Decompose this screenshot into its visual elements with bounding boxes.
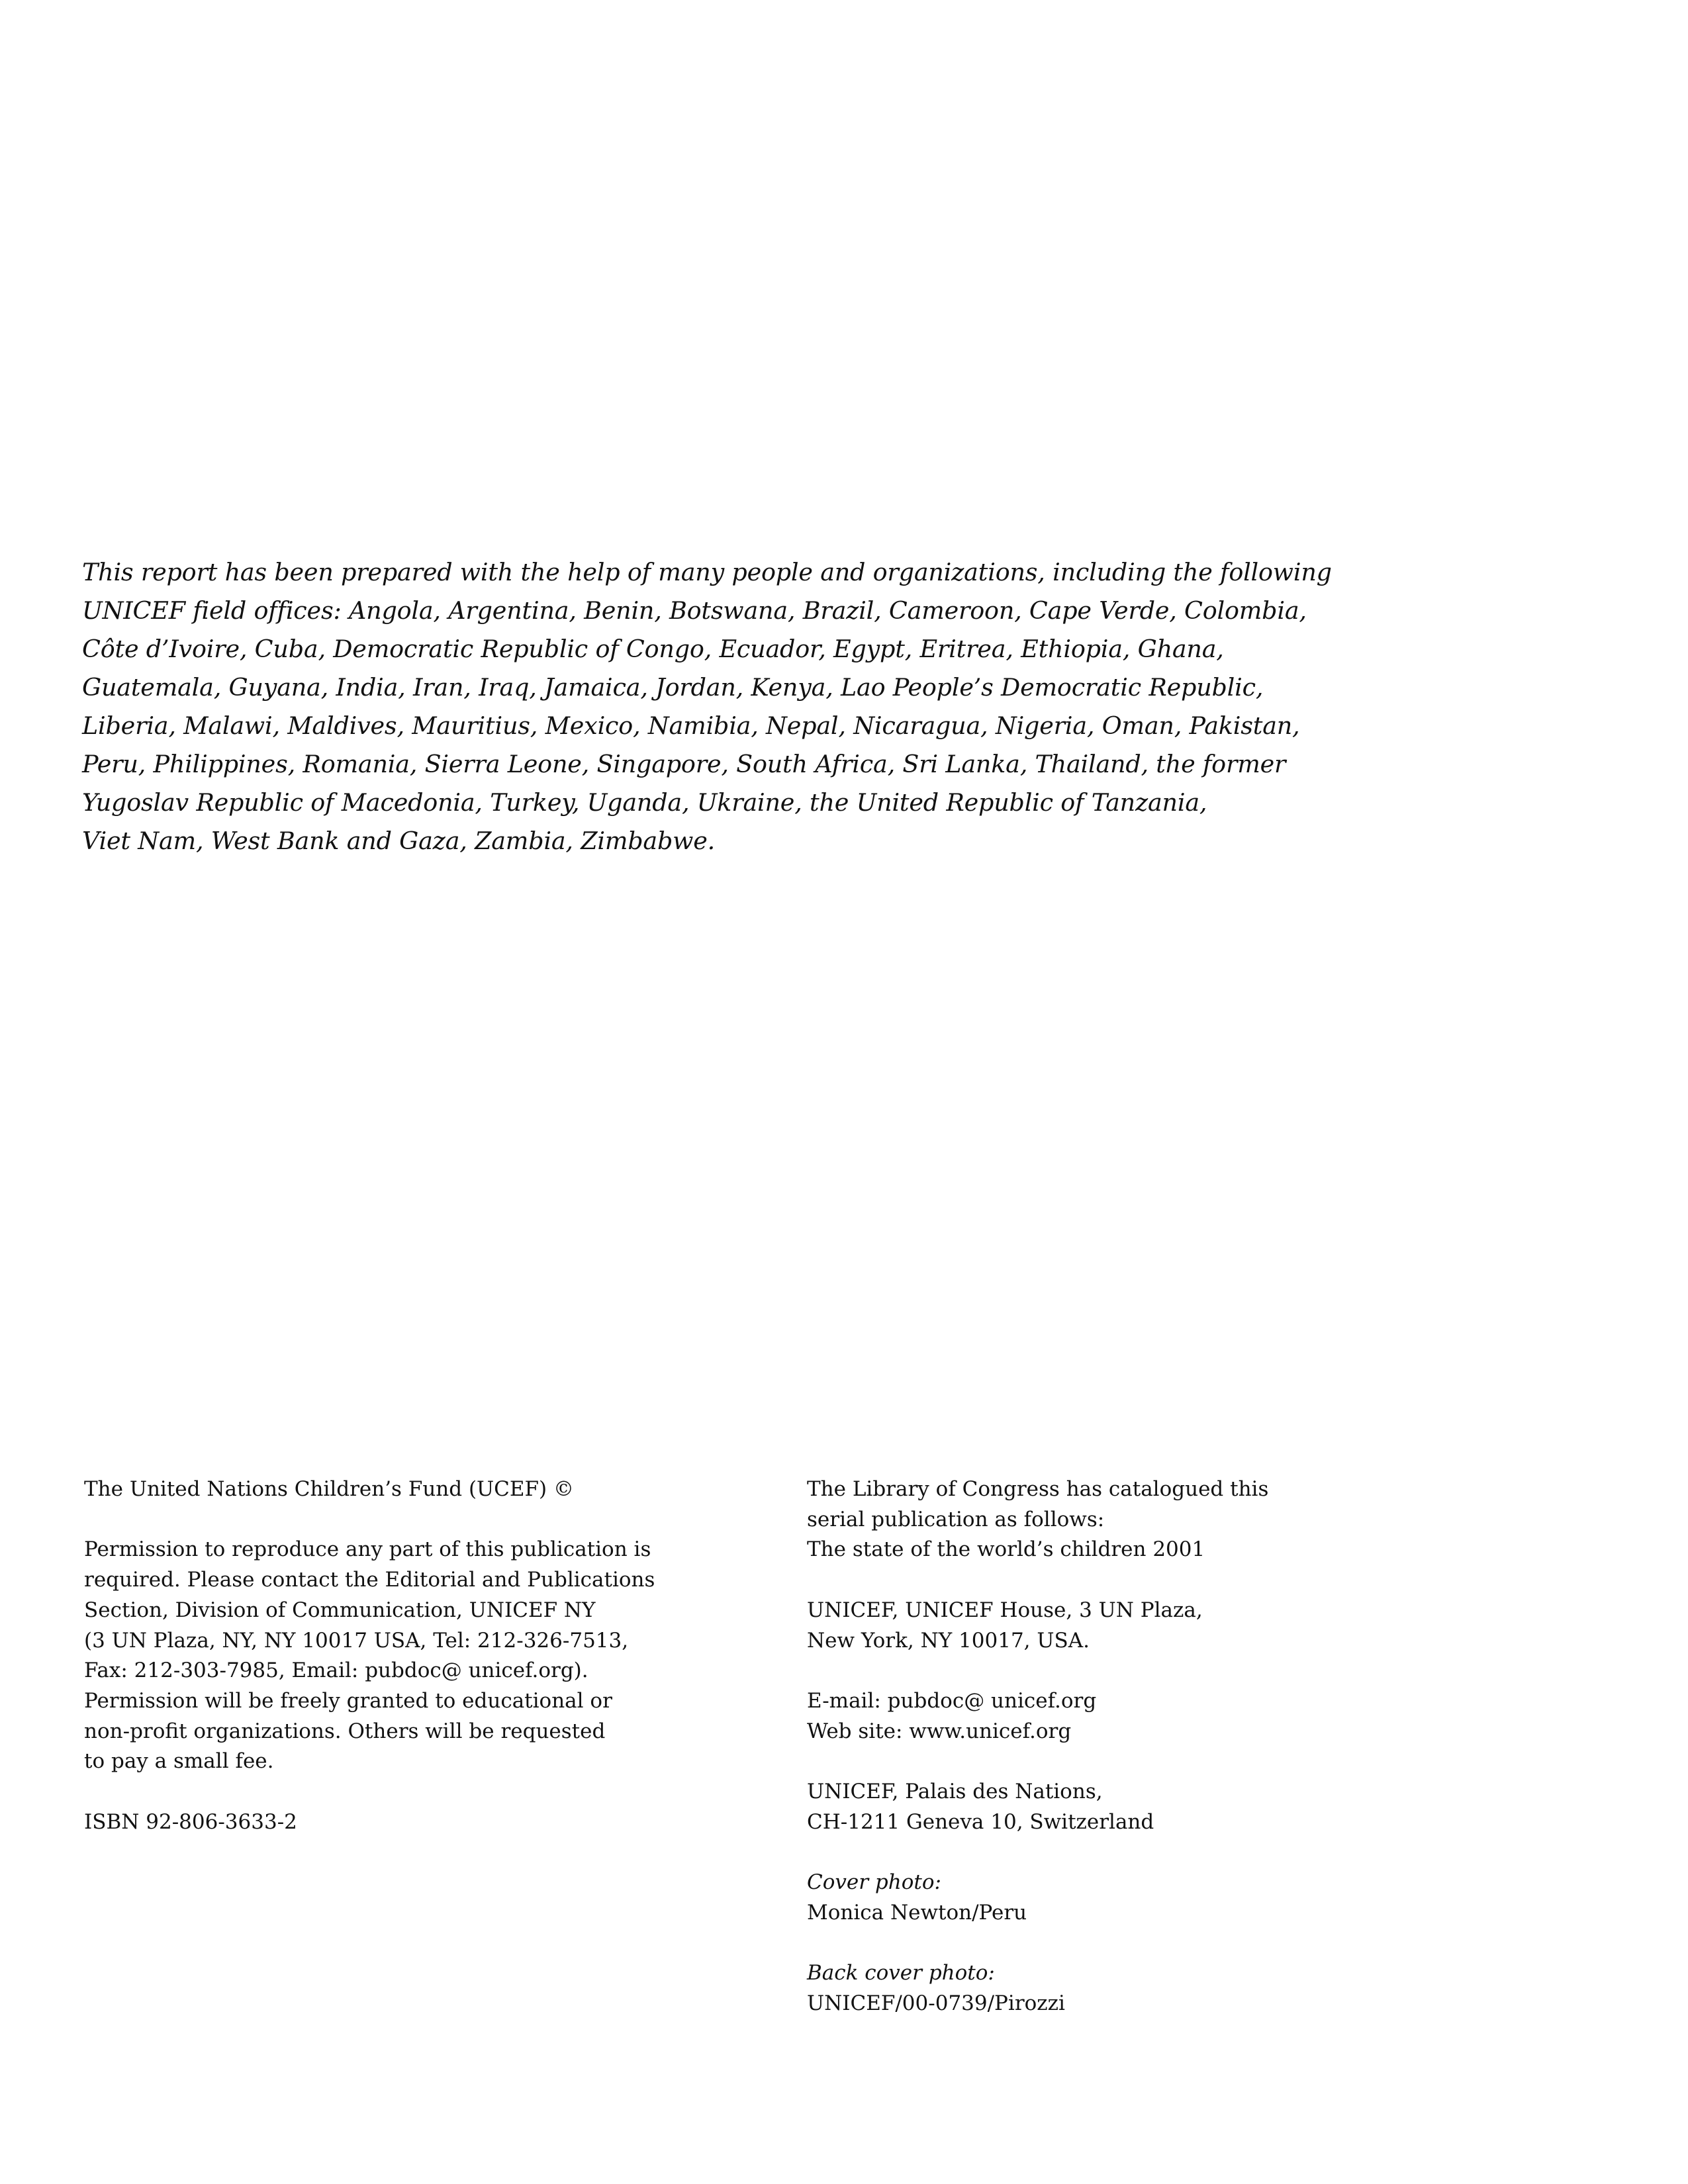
permission-line: Fax: 212-303-7985, Email: pubdoc@ unicef.org). (84, 1659, 588, 1683)
catalogue-paragraph (807, 1475, 1469, 1565)
permission-line: Permission to reproduce any part of this publication is (84, 1537, 651, 1562)
copyright-column (84, 1475, 746, 1868)
address-line: UNICEF, Palais des Nations, (807, 1779, 1103, 1803)
permission-paragraph (84, 1535, 746, 1777)
isbn-line: ISBN 92-806-3633-2 (84, 1809, 297, 1834)
acknowledgement-line: Viet Nam, West Bank and Gaza, Zambia, Zimbabwe. (82, 827, 715, 855)
catalogue-line: The state of the world’s children 2001 (807, 1537, 1205, 1562)
permission-line: Permission will be freely granted to educational or (84, 1688, 612, 1713)
acknowledgement-line: Liberia, Malawi, Maldives, Mauritius, Mexico, Namibia, Nepal, Nicaragua, Nigeria, Oman, Pakistan, (82, 711, 1300, 740)
cover-photo-label: Cover photo: (807, 1870, 941, 1895)
permission-line: to pay a small fee. (84, 1749, 274, 1774)
email-line: E-mail: pubdoc@ unicef.org (807, 1688, 1097, 1713)
publication-info-column (807, 1475, 1469, 2049)
address-line: CH-1211 Geneva 10, Switzerland (807, 1809, 1154, 1834)
geneva-address (807, 1777, 1469, 1837)
back-cover-photo-credit-text: UNICEF/00-0739/Pirozzi (807, 1991, 1065, 2015)
new-york-address (807, 1596, 1469, 1656)
back-cover-photo-label: Back cover photo: (807, 1961, 995, 1985)
isbn (84, 1807, 746, 1838)
address-line: UNICEF, UNICEF House, 3 UN Plaza, (807, 1598, 1203, 1622)
address-line: New York, NY 10017, USA. (807, 1628, 1090, 1653)
catalogue-line: serial publication as follows: (807, 1507, 1105, 1531)
acknowledgement-line: Peru, Philippines, Romania, Sierra Leone, Singapore, South Africa, Sri Lanka, Thailand, the former (82, 750, 1286, 778)
acknowledgement-line: Côte d’Ivoire, Cuba, Democratic Republic of Congo, Ecuador, Egypt, Eritrea, Ethiopia, Ghana, (82, 635, 1224, 663)
copyright-notice (84, 1475, 746, 1505)
catalogue-line: The Library of Congress has catalogued this (807, 1477, 1269, 1501)
permission-line: Section, Division of Communication, UNICEF NY (84, 1598, 596, 1622)
permission-line: (3 UN Plaza, NY, NY 10017 USA, Tel: 212-326-7513, (84, 1628, 629, 1653)
acknowledgement-paragraph (82, 553, 1332, 860)
cover-photo-credit-text: Monica Newton/Peru (807, 1900, 1027, 1925)
acknowledgement-line: Yugoslav Republic of Macedonia, Turkey, Uganda, Ukraine, the United Republic of Tanzania, (82, 788, 1207, 817)
acknowledgement-line: Guatemala, Guyana, India, Iran, Iraq, Jamaica, Jordan, Kenya, Lao People’s Democratic Republic, (82, 673, 1264, 702)
acknowledgement-line: UNICEF field offices: Angola, Argentina, Benin, Botswana, Brazil, Cameroon, Cape Verde, Colombia, (82, 596, 1307, 625)
contact-info (807, 1686, 1469, 1747)
permission-line: required. Please contact the Editorial and Publications (84, 1568, 655, 1592)
acknowledgement-line: This report has been prepared with the help of many people and organizations, including the following (82, 558, 1332, 586)
cover-photo-credit (807, 1868, 1469, 1928)
back-cover-photo-credit (807, 1958, 1469, 2019)
copyright-line: The United Nations Children’s Fund (UCEF) © (84, 1477, 574, 1501)
permission-line: non-profit organizations. Others will be requested (84, 1719, 606, 1743)
website-line: Web site: www.unicef.org (807, 1719, 1072, 1743)
